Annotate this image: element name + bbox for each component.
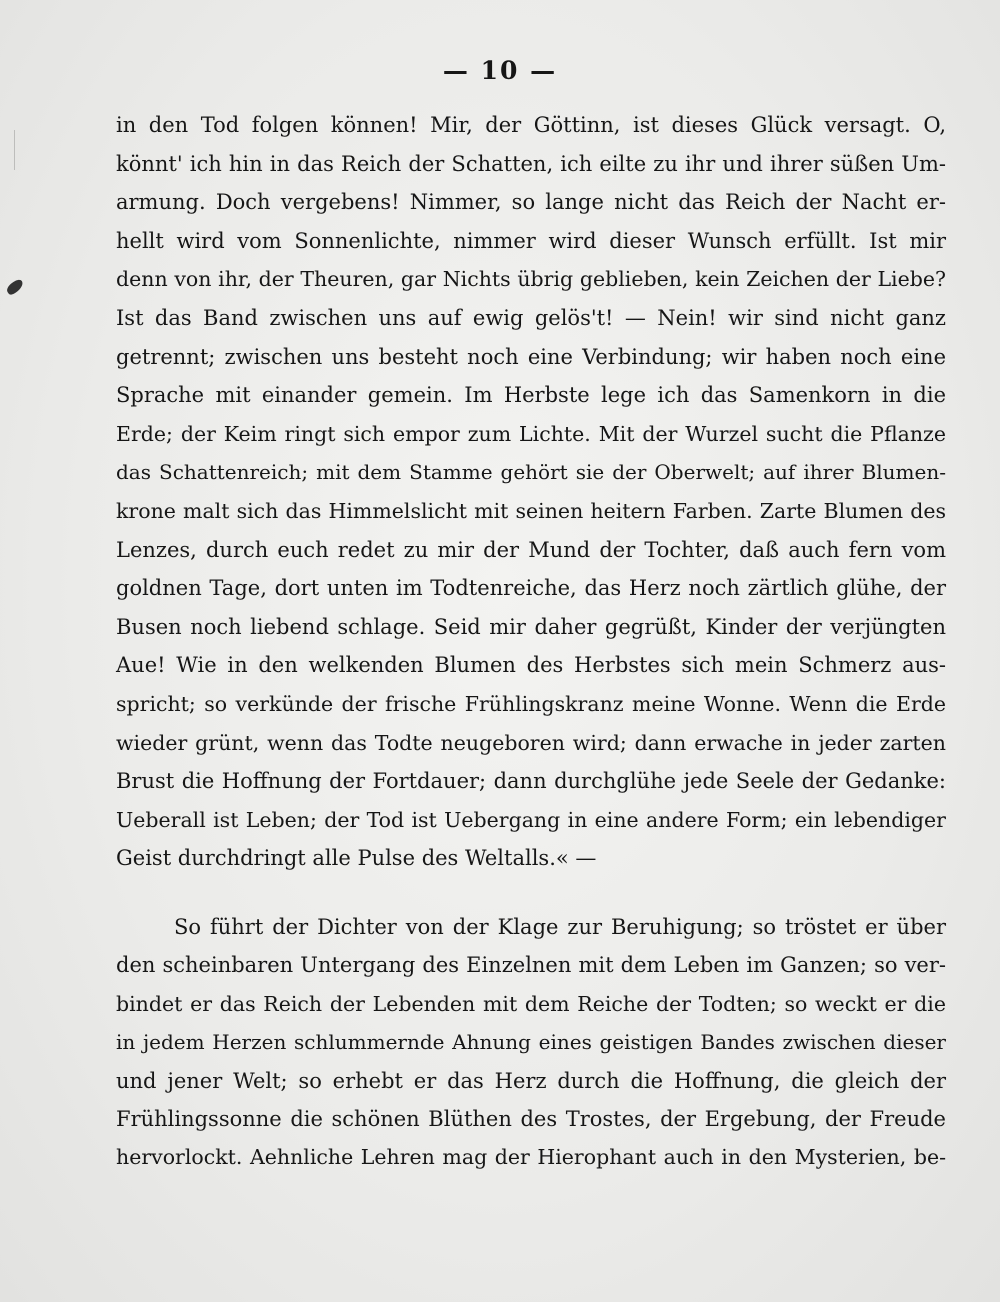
text-line: Frühlingssonne die schönen Blüthen des Trostes, der Ergebung, der Freude [116,1106,946,1131]
text-line: wieder grünt, wenn das Todte neugeboren wird; dann erwache in jeder zarten [116,730,946,755]
text-line: krone malt sich das Himmelslicht mit seinen heitern Farben. Zarte Blumen des [116,498,946,523]
text-line: könnt' ich hin in das Reich der Schatten, ich eilte zu ihr und ihrer süßen Um- [116,151,946,176]
text-line: hervorlockt. Aehnliche Lehren mag der Hierophant auch in den Mysterien, be- [116,1145,946,1170]
text-line: Sprache mit einander gemein. Im Herbste lege ich das Samenkorn in die [116,383,946,408]
text-line: Ueberall ist Leben; der Tod ist Uebergang in eine andere Form; ein lebendiger [116,807,946,832]
text-line: So führt der Dichter von der Klage zur Beruhigung; so tröstet er über [174,915,946,939]
text-line: armung. Doch vergebens! Nimmer, so lange nicht das Reich der Nacht er- [116,190,946,215]
text-line: hellt wird vom Sonnenlichte, nimmer wird dieser Wunsch erfüllt. Ist mir [116,228,946,253]
ink-blot-mark [5,278,25,297]
text-line: denn von ihr, der Theuren, gar Nichts übrig geblieben, kein Zeichen der Liebe? [116,267,946,292]
page-number: — 10 — [442,56,558,85]
page-edge-shadow [14,130,15,170]
text-line: das Schattenreich; mit dem Stamme gehört sie der Oberwelt; auf ihrer Blumen- [116,460,946,485]
text-line: Busen noch liebend schlage. Seid mir daher gegrüßt, Kinder der verjüngten [116,614,946,639]
paragraph-2 [116,908,946,1177]
text-line: Erde; der Keim ringt sich empor zum Lichte. Mit der Wurzel sucht die Pflanze [116,421,946,446]
text-line: Geist durchdringt alle Pulse des Weltalls.« — [116,846,597,871]
text-line: bindet er das Reich der Lebenden mit dem Reiche der Todten; so weckt er die [116,991,946,1016]
text-line: spricht; so verkünde der frische Frühlingskranz meine Wonne. Wenn die Erde [116,691,946,716]
paragraph-1 [116,106,946,878]
text-line: goldnen Tage, dort unten im Todtenreiche, das Herz noch zärtlich glühe, der [116,576,946,601]
text-line: den scheinbaren Untergang des Einzelnen mit dem Leben im Ganzen; so ver- [116,953,946,978]
text-line: und jener Welt; so erhebt er das Herz durch die Hoffnung, die gleich der [116,1068,946,1093]
text-line: Brust die Hoffnung der Fortdauer; dann durchglühe jede Seele der Gedanke: [116,769,946,794]
text-line: in jedem Herzen schlummernde Ahnung eines geistigen Bandes zwischen dieser [116,1030,946,1055]
text-line: in den Tod folgen können! Mir, der Göttinn, ist dieses Glück versagt. O, [116,113,946,137]
text-line: Lenzes, durch euch redet zu mir der Mund der Tochter, daß auch fern vom [116,537,946,562]
text-line: Ist das Band zwischen uns auf ewig gelös't! — Nein! wir sind nicht ganz [116,305,946,330]
text-line: Aue! Wie in den welkenden Blumen des Herbstes sich mein Schmerz aus- [116,653,946,678]
text-line: getrennt; zwischen uns besteht noch eine Verbindung; wir haben noch eine [116,344,946,369]
